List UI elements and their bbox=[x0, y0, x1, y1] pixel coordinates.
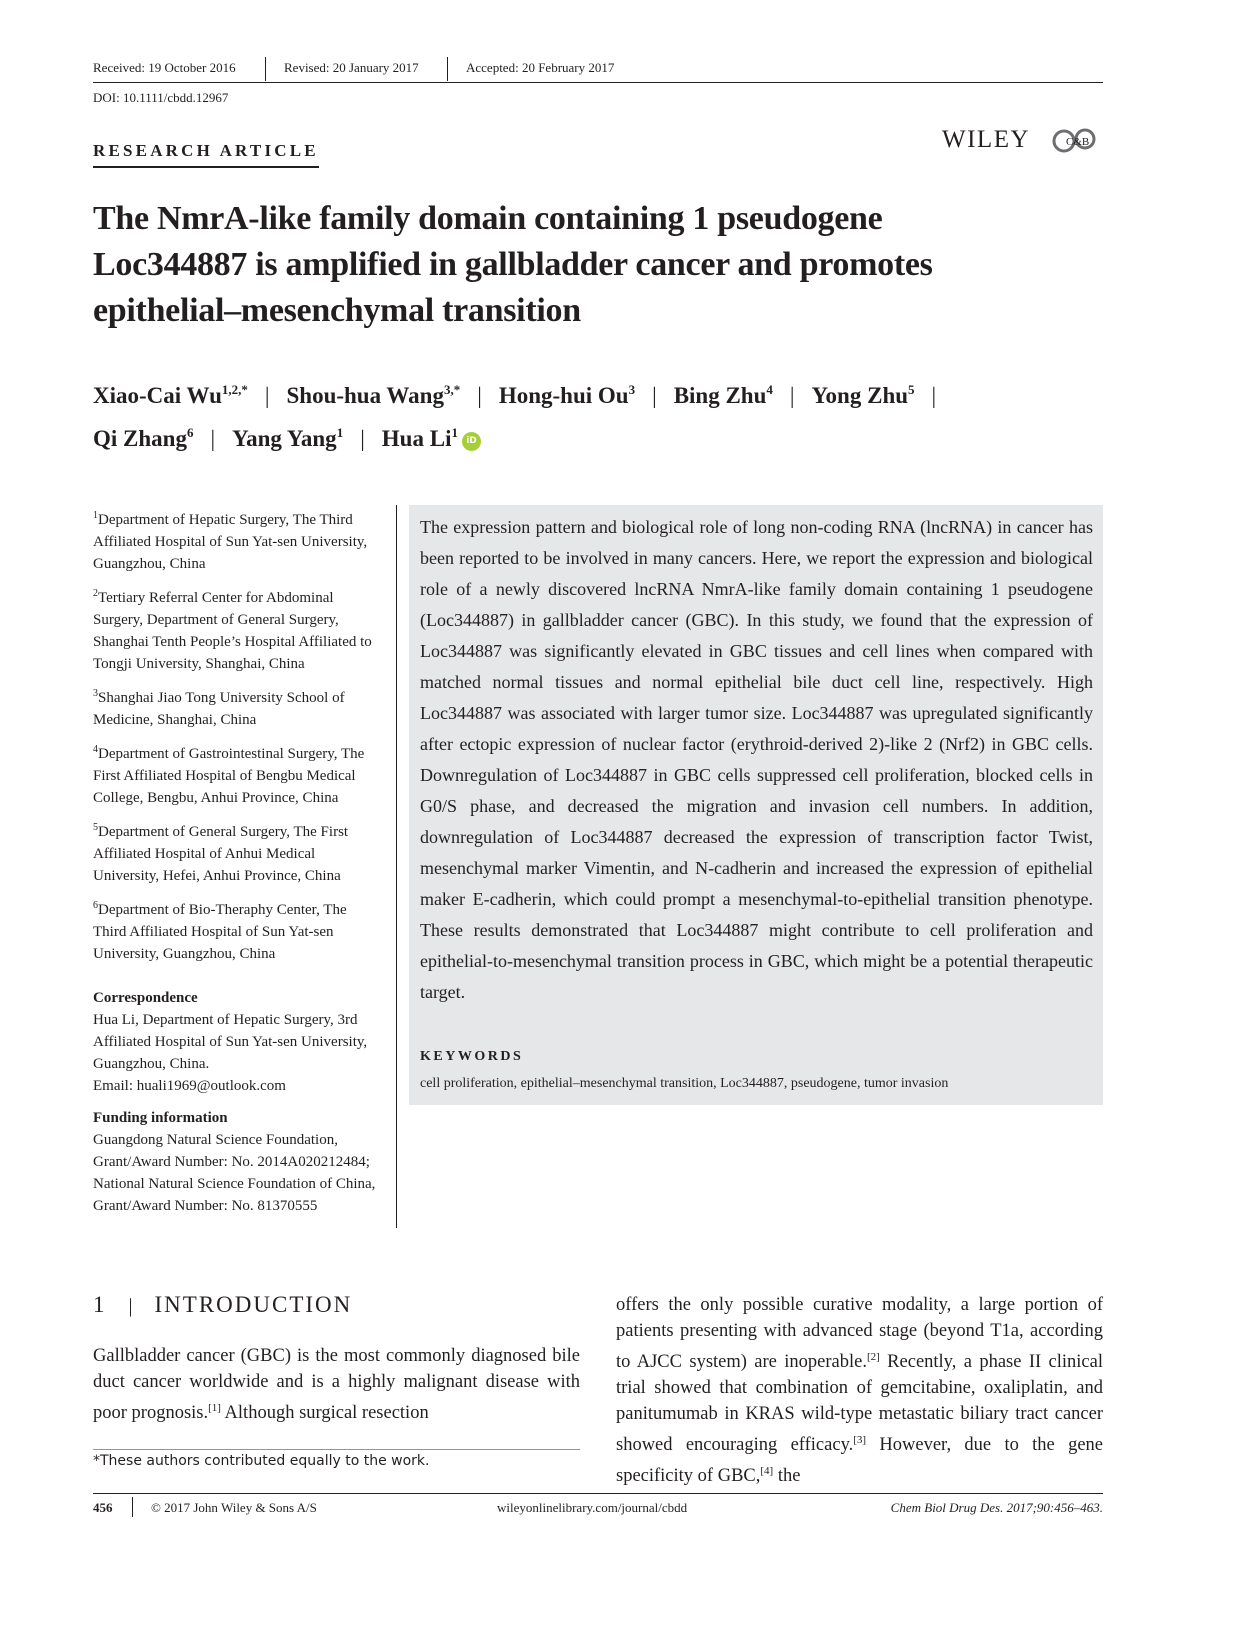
affiliation-text: Department of Hepatic Surgery, The Third Affiliated Hospital of Sun Yat-sen University, Guangzhou, China bbox=[93, 512, 368, 572]
body-text-span: Gallbladder cancer (GBC) is the most commonly diagnosed bile duct cancer worldwide and is a highly malignant disease with poor prognosis. bbox=[93, 1346, 580, 1423]
journal-logo-text: C&B bbox=[1066, 136, 1090, 148]
author-separator: | bbox=[360, 426, 365, 451]
affiliation-number: 2 bbox=[93, 588, 98, 599]
affiliation bbox=[93, 739, 383, 809]
citation-line: Chem Biol Drug Des. 2017;90:456–463. bbox=[890, 1500, 1103, 1515]
affiliation-text: Tertiary Referral Center for Abdominal Surgery, Department of General Surgery, Shanghai Tenth People’s Hospital Affiliated to Tongji University, Shanghai, China bbox=[93, 590, 372, 672]
header-divider bbox=[265, 57, 266, 81]
affiliation bbox=[93, 683, 383, 731]
article-title bbox=[93, 196, 1103, 334]
footnote-rule bbox=[93, 1449, 580, 1450]
author-name[interactable]: Hua Li bbox=[381, 426, 452, 451]
header-divider bbox=[447, 57, 448, 81]
sidebar-divider bbox=[396, 505, 397, 1228]
author-name[interactable]: Xiao-Cai Wu bbox=[93, 383, 222, 408]
affiliation bbox=[93, 895, 383, 965]
affiliation-text: Department of Bio-Theraphy Center, The Third Affiliated Hospital of Sun Yat-sen University, Guangzhou, China bbox=[93, 902, 347, 962]
author-name[interactable]: Qi Zhang bbox=[93, 426, 187, 451]
page-number: 456 bbox=[93, 1500, 113, 1515]
affiliation-number: 6 bbox=[93, 900, 98, 911]
footer-divider bbox=[132, 1497, 133, 1517]
section-number: 1 bbox=[93, 1292, 107, 1317]
correspondence bbox=[93, 987, 383, 1097]
body-text-span: Recently, a phase II clinical trial showed that combination of gemcitabine, oxaliplatin, and panitumumab in KRAS wild-type metastatic biliary tract cancer showed encouraging efficacy. bbox=[616, 1352, 1103, 1455]
correspondence-email[interactable]: Email: huali1969@outlook.com bbox=[93, 1078, 286, 1094]
author-separator: | bbox=[652, 383, 657, 408]
revised-date: Revised: 20 January 2017 bbox=[284, 60, 419, 75]
section-title: INTRODUCTION bbox=[154, 1292, 353, 1317]
affiliation-number: 5 bbox=[93, 822, 98, 833]
author-name[interactable]: Bing Zhu bbox=[673, 383, 767, 408]
author-affil-sup: 4 bbox=[766, 382, 773, 397]
citation-ref[interactable]: [3] bbox=[853, 1434, 867, 1446]
author-affil-sup: 3,* bbox=[443, 382, 461, 397]
affiliation-number: 1 bbox=[93, 510, 98, 521]
funding-heading: Funding information bbox=[93, 1110, 228, 1126]
correspondence-text: Hua Li, Department of Hepatic Surgery, 3rd Affiliated Hospital of Sun Yat-sen University, Guangzhou, China. bbox=[93, 1012, 368, 1072]
citation-ref[interactable]: [2] bbox=[866, 1351, 880, 1363]
journal-logo bbox=[1052, 126, 1098, 156]
title-line: Loc344887 is amplified in gallbladder cancer and promotes bbox=[93, 246, 933, 283]
body-column-left bbox=[93, 1343, 580, 1426]
author-affil-sup: 1,2,* bbox=[221, 382, 248, 397]
funding bbox=[93, 1107, 383, 1217]
author-separator: | bbox=[210, 426, 216, 451]
citation-ref[interactable]: [1] bbox=[208, 1402, 221, 1414]
affiliation-text: Shanghai Jiao Tong University School of Medicine, Shanghai, China bbox=[93, 690, 345, 728]
author-affil-sup: 1 bbox=[336, 425, 344, 440]
author-name[interactable]: Yang Yang bbox=[232, 426, 337, 451]
author-name[interactable]: Shou-hua Wang bbox=[286, 383, 444, 408]
author-affil-sup: 1 bbox=[451, 425, 458, 440]
citation-ref[interactable]: [4] bbox=[760, 1465, 774, 1477]
body-text-span: However, due to the gene specificity of GBC, bbox=[616, 1435, 1103, 1486]
affiliation bbox=[93, 817, 383, 887]
copyright: © 2017 John Wiley & Sons A/S bbox=[151, 1500, 317, 1515]
header-rule bbox=[93, 82, 1103, 83]
affiliation-number: 3 bbox=[93, 688, 98, 699]
keywords-text: cell proliferation, epithelial–mesenchymal transition, Loc344887, pseudogene, tumor invasion bbox=[420, 1076, 949, 1091]
affiliation-text: Department of General Surgery, The First Affiliated Hospital of Anhui Medical University, Hefei, Anhui Province, China bbox=[93, 824, 349, 884]
author-line bbox=[93, 414, 1103, 457]
orcid-icon[interactable]: iD bbox=[462, 432, 481, 451]
section-heading bbox=[93, 1292, 352, 1318]
author-separator: | bbox=[477, 383, 482, 408]
journal-url[interactable]: wileyonlinelibrary.com/journal/cbdd bbox=[497, 1500, 688, 1515]
keywords-heading: KEYWORDS bbox=[420, 1049, 524, 1064]
body-column-right bbox=[616, 1292, 1103, 1489]
author-affil-sup: 3 bbox=[628, 382, 636, 397]
author-line bbox=[93, 371, 1103, 414]
body-text-span: the bbox=[773, 1466, 801, 1486]
correspondence-heading: Correspondence bbox=[93, 990, 198, 1006]
affiliation-text: Department of Gastrointestinal Surgery, The First Affiliated Hospital of Bengbu Medical College, Bengbu, Anhui Province, China bbox=[93, 746, 365, 806]
footer-rule bbox=[93, 1493, 1103, 1494]
affiliation bbox=[93, 505, 383, 575]
section-separator: | bbox=[128, 1295, 135, 1317]
title-line: The NmrA-like family domain containing 1 pseudogene bbox=[93, 200, 883, 237]
abstract-text: The expression pattern and biological role of long non-coding RNA (lncRNA) in cancer has been reported to be involved in many cancers. Here, we report the expression and biological role of a newly discovered lncRNA NmrA-like family domain containing 1 pseudogene (Loc344887) in gallbladder cancer (GBC). In this study, we found that the expression of Loc344887 was significantly elevated in GBC tissues and cell lines when compared with matched normal tissues and normal epithelial bile duct cell line, respectively. High Loc344887 was associated with larger tumor size. Loc344887 was upregulated significantly after ectopic expression of nuclear factor (erythroid-derived 2)-like 2 (Nrf2) in GBC cells. Downregulation of Loc344887 in GBC cells suppressed cell proliferation, blocked cells in G0/S phase, and decreased the migration and invasion cell numbers. In addition, downregulation of Loc344887 decreased the expression of transcription factor Twist, mesenchymal marker Vimentin, and N-cadherin and increased the expression of epithelial maker E-cadherin, which could prompt a mesenchymal-to-epithelial transition phenotype. These results demonstrated that Loc344887 might contribute to cell proliferation and epithelial-to-mesenchymal transition process in GBC, which might be a potential therapeutic target. bbox=[420, 517, 1093, 1002]
body-text-span: Although surgical resection bbox=[220, 1403, 429, 1423]
footnote: *These authors contributed equally to the work. bbox=[93, 1453, 430, 1469]
affiliation-number: 4 bbox=[93, 744, 98, 755]
body-text-span: offers the only possible curative modality, a large portion of patients presenting with advanced stage (beyond T1a, according to AJCC system) are inoperable. bbox=[616, 1295, 1103, 1372]
funding-text: Guangdong Natural Science Foundation, Grant/Award Number: No. 2014A020212484; National Natural Science Foundation of China, Grant/Award Number: No. 81370555 bbox=[93, 1132, 376, 1214]
received-date: Received: 19 October 2016 bbox=[93, 60, 236, 75]
author-separator: | bbox=[264, 383, 270, 408]
author-separator: | bbox=[931, 383, 937, 408]
publisher-logo: WILEY bbox=[942, 126, 1031, 153]
affiliation bbox=[93, 583, 383, 675]
author-list bbox=[93, 371, 1103, 457]
author-affil-sup: 6 bbox=[186, 425, 194, 440]
article-type: RESEARCH ARTICLE bbox=[93, 141, 319, 168]
author-affil-sup: 5 bbox=[908, 382, 915, 397]
title-line: epithelial–mesenchymal transition bbox=[93, 292, 581, 329]
accepted-date: Accepted: 20 February 2017 bbox=[466, 60, 615, 75]
author-name[interactable]: Hong-hui Ou bbox=[498, 383, 629, 408]
author-separator: | bbox=[789, 383, 795, 408]
abstract-box bbox=[409, 505, 1103, 1105]
doi: DOI: 10.1111/cbdd.12967 bbox=[93, 90, 229, 105]
affiliations bbox=[93, 505, 383, 1217]
author-name[interactable]: Yong Zhu bbox=[811, 383, 909, 408]
